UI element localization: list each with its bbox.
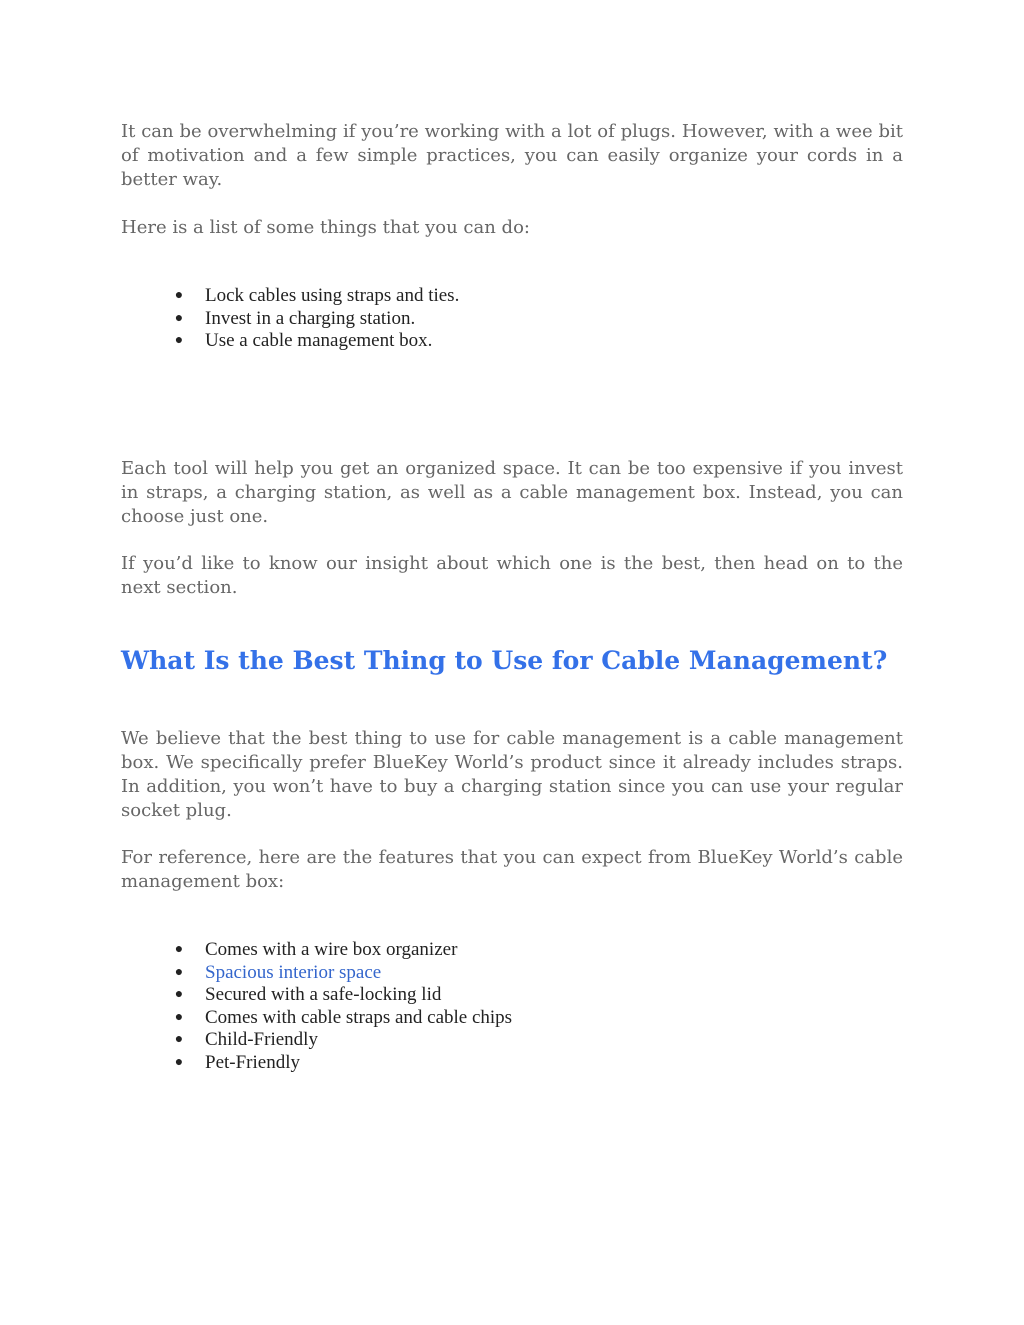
list-item-text: Invest in a charging station. xyxy=(205,307,416,329)
spacious-interior-link[interactable]: Spacious interior space xyxy=(205,961,382,983)
bullet-icon: ● xyxy=(174,310,184,326)
bullet-icon: ● xyxy=(174,964,184,980)
list-item xyxy=(172,1052,512,1075)
list-item-text: Pet-Friendly xyxy=(205,1051,300,1073)
list-item-text: Secured with a safe-locking lid xyxy=(205,984,442,1006)
list-item-text: Comes with cable straps and cable chips xyxy=(205,1006,513,1028)
bullet-icon: ● xyxy=(174,1032,184,1048)
list-item xyxy=(172,308,459,331)
list-item xyxy=(172,939,512,962)
intro-paragraph: It can be overwhelming if you’re working with a lot of plugs. However, with a wee bit of motivation and a few simple practices, you can easily organize your cords in a better way. xyxy=(121,121,903,190)
bullet-icon: ● xyxy=(174,1054,184,1070)
list-item-text: Use a cable management box. xyxy=(205,330,433,352)
insight-paragraph: If you’d like to know our insight about which one is the best, then head on to the next section. xyxy=(121,553,903,598)
bullet-icon: ● xyxy=(174,333,184,349)
list-item xyxy=(172,285,459,308)
list-item xyxy=(172,1007,512,1030)
features-list xyxy=(172,939,512,1075)
list-item-text: Child-Friendly xyxy=(205,1029,318,1051)
list-item xyxy=(172,330,459,353)
list-item xyxy=(172,1029,512,1052)
things-list xyxy=(172,285,459,353)
bullet-icon: ● xyxy=(174,942,184,957)
bullet-icon: ● xyxy=(174,288,184,303)
list-item-text: Lock cables using straps and ties. xyxy=(205,285,460,306)
bullet-icon: ● xyxy=(174,987,184,1003)
believe-paragraph: We believe that the best thing to use for cable management is a cable management box. We specifically prefer BlueKey World’s product since it already includes straps. In addition, you won’t have to buy a charging station since you can use your regular socket plug. xyxy=(121,728,903,821)
list-intro-paragraph: Here is a list of some things that you can do: xyxy=(121,217,530,238)
list-item-text: Comes with a wire box organizer xyxy=(205,939,458,960)
list-item xyxy=(172,962,512,985)
section-heading: What Is the Best Thing to Use for Cable Management? xyxy=(121,646,888,675)
bullet-icon: ● xyxy=(174,1009,184,1025)
list-item xyxy=(172,984,512,1007)
reference-paragraph: For reference, here are the features that you can expect from BlueKey World’s cable management box: xyxy=(121,847,903,892)
each-tool-paragraph: Each tool will help you get an organized space. It can be too expensive if you invest in straps, a charging station, as well as a cable management box. Instead, you can choose just one. xyxy=(121,458,903,527)
